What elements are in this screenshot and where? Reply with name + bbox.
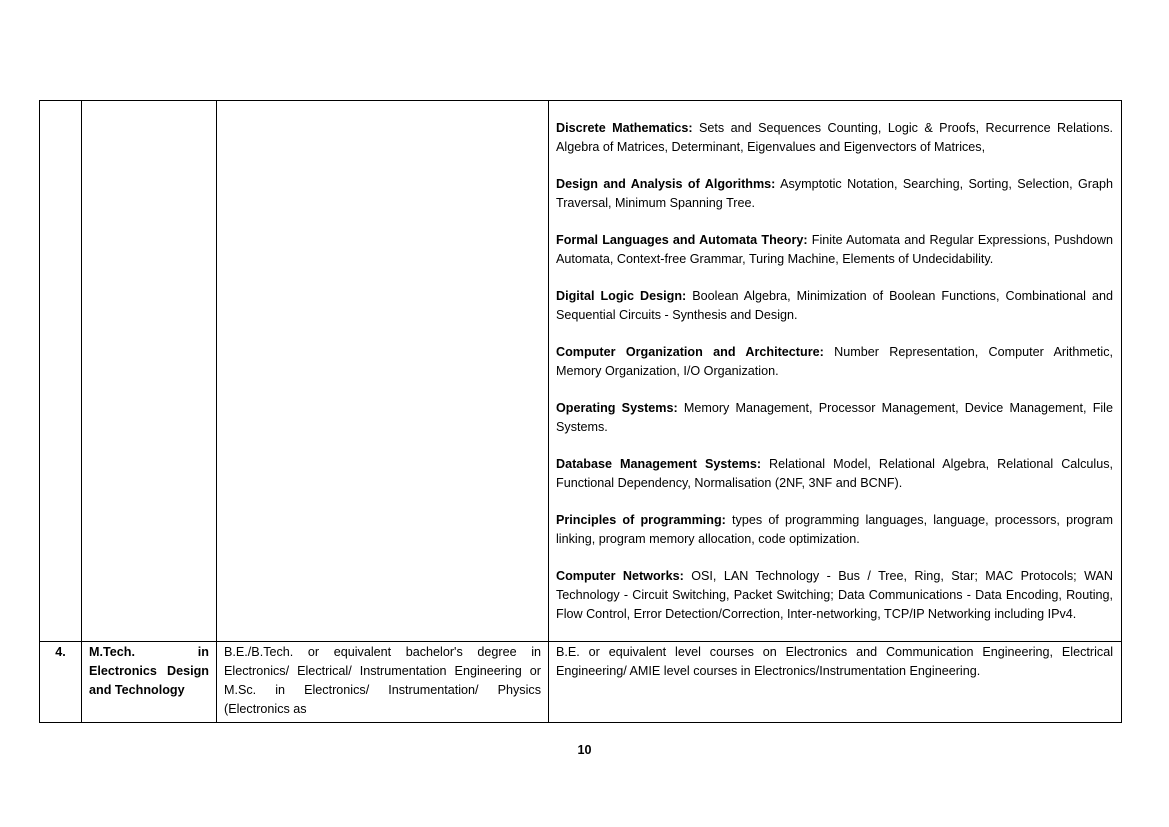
- sno-cell: [40, 101, 82, 642]
- serial-number: 4.: [55, 645, 66, 659]
- topic-title: Digital Logic Design:: [556, 289, 687, 303]
- topic-operating-systems: [556, 399, 1113, 437]
- syllabus-cell: [549, 101, 1122, 642]
- topic-title: Operating Systems:: [556, 401, 678, 415]
- topic-title: Principles of programming:: [556, 513, 726, 527]
- topic-programming-principles: [556, 511, 1113, 549]
- essential-courses-text: B.E. or equivalent level courses on Electronics and Communication Engineering, Electrical Engineering/ AMIE level courses in Electronics/Instrumentation Engineering.: [556, 645, 1113, 678]
- syllabus-topics: [549, 101, 1121, 624]
- topic-text: OSI, LAN Technology - Bus / Tree, Ring, Star; MAC Protocols; WAN Technology - Circuit Switching, Packet Switching; Data Communications - Data Encoding, Routing, Flow Control, Error Detection/Correction, Inter-networking, TCP/IP Networking including IPv4.: [556, 569, 1113, 621]
- eligibility-text: B.E./B.Tech. or equivalent bachelor's degree in Electronics/ Electrical/ Instrumentation Engineering or M.Sc. in Electronics/ Instrumentation/ Physics (Electronics as: [224, 645, 541, 716]
- sno-cell: [40, 642, 82, 723]
- syllabus-table: [39, 100, 1122, 723]
- topic-computer-organization: [556, 343, 1113, 381]
- topic-text: types of programming languages, language, processors, program linking, program memory allocation, code optimization.: [556, 513, 1113, 546]
- topic-computer-networks: [556, 567, 1113, 624]
- topic-title: Computer Organization and Architecture:: [556, 345, 824, 359]
- topic-automata-theory: [556, 231, 1113, 269]
- topic-text: Number Representation, Computer Arithmetic, Memory Organization, I/O Organization.: [556, 345, 1113, 378]
- topic-text: Sets and Sequences Counting, Logic & Proofs, Recurrence Relations. Algebra of Matrices, Determinant, Eigenvalues and Eigenvectors of Matrices,: [556, 121, 1113, 154]
- topic-text: Boolean Algebra, Minimization of Boolean Functions, Combinational and Sequential Circuits - Synthesis and Design.: [556, 289, 1113, 322]
- eligibility-cell: [217, 642, 549, 723]
- topic-title: Database Management Systems:: [556, 457, 762, 471]
- topic-discrete-mathematics: [556, 119, 1113, 157]
- eligibility-cell: [217, 101, 549, 642]
- topic-title: Design and Analysis of Algorithms:: [556, 177, 776, 191]
- programme-name: M.Tech. in Electronics Design and Technology: [89, 645, 209, 697]
- topic-algorithms: [556, 175, 1113, 213]
- topic-text: Finite Automata and Regular Expressions, Pushdown Automata, Context-free Grammar, Turing Machine, Elements of Undecidability.: [556, 233, 1113, 266]
- programme-cell: [82, 101, 217, 642]
- topic-title: Formal Languages and Automata Theory:: [556, 233, 808, 247]
- essential-courses-cell: [549, 642, 1122, 723]
- page-number: 10: [577, 743, 592, 757]
- topic-digital-logic: [556, 287, 1113, 325]
- table-row: [40, 101, 1122, 642]
- programme-cell: [82, 642, 217, 723]
- topic-text: Asymptotic Notation, Searching, Sorting, Selection, Graph Traversal, Minimum Spanning Tree.: [556, 177, 1113, 210]
- topic-text: Relational Model, Relational Algebra, Relational Calculus, Functional Dependency, Normalisation (2NF, 3NF and BCNF).: [556, 457, 1113, 490]
- topic-text: Memory Management, Processor Management, Device Management, File Systems.: [556, 401, 1113, 434]
- table-row: [40, 642, 1122, 723]
- topic-dbms: [556, 455, 1113, 493]
- topic-title: Computer Networks:: [556, 569, 684, 583]
- topic-title: Discrete Mathematics:: [556, 121, 693, 135]
